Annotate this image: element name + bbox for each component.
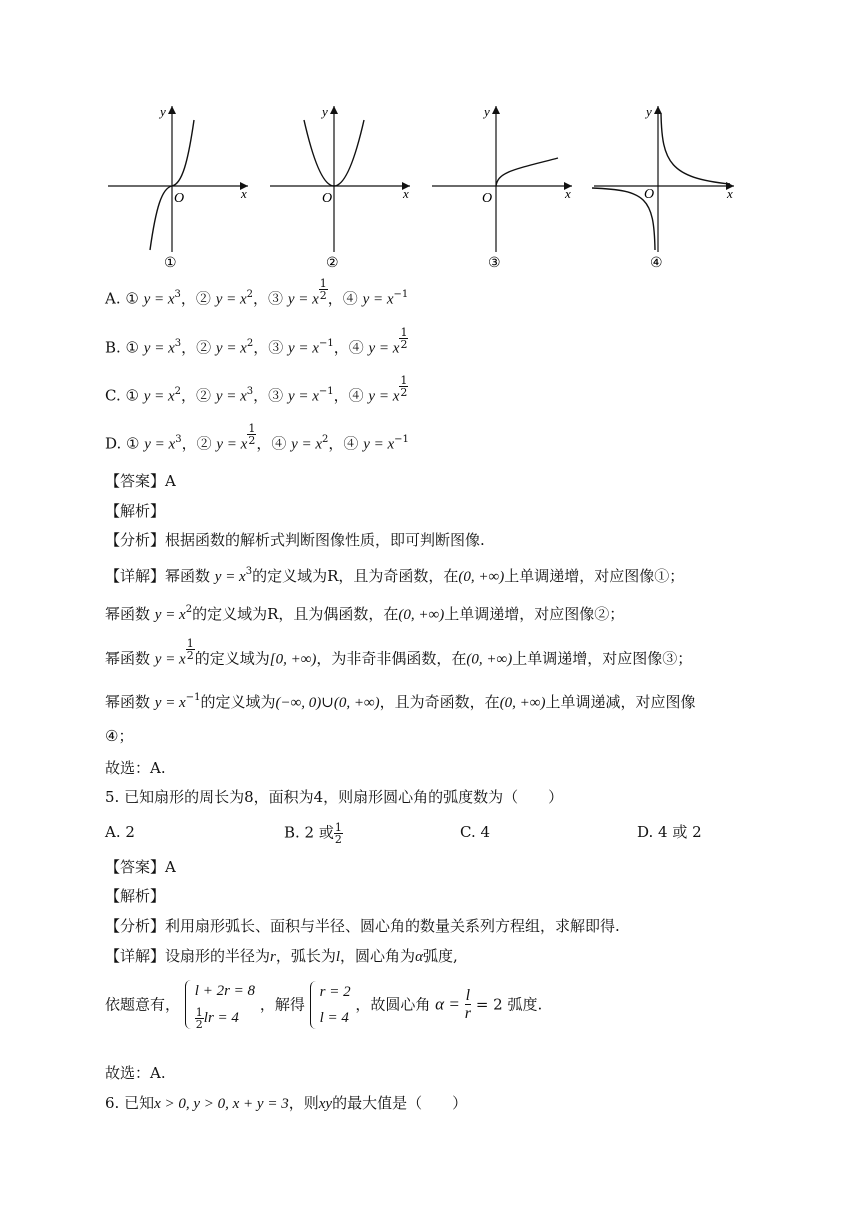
option-d: D. ① $y = x^3$，② y = x $\frac{1}{2}$ ，④ $y = x^2$，④ $y = x^{-1}$	[105, 422, 409, 453]
y-label-3: y	[484, 104, 490, 119]
curve-3	[496, 158, 558, 186]
graph-number-2: ②	[326, 256, 339, 271]
graph-3	[428, 102, 578, 272]
graph-1	[104, 102, 254, 272]
q6-stem: 6. 已知x > 0, y > 0, x + y = 3，则xy的最大值是（ ）	[105, 1094, 468, 1112]
equation-system: l + 2r = 8 $\frac{1}{2}$ lr = 4	[185, 978, 255, 1031]
option-a: A. ① $y = x^3$，② $y = x^2$，③ y = x $\frac{1}{2}$ ，④ $y = x^{-1}$	[105, 277, 409, 308]
y-label-2: y	[322, 104, 328, 119]
y-label-4: y	[646, 104, 652, 119]
q4-fenxi: 【分析】根据函数的解析式判断图像性质，即可判断图像.	[105, 531, 485, 549]
q5-option-a: A. 2	[105, 823, 135, 841]
q5-option-d: D. 4 或 2	[637, 823, 702, 841]
graph-2	[266, 102, 416, 272]
q4-detail-1: 【详解】幂函数 $y = x^3$的定义域为R，且为奇函数，在(0, +∞)上单调递增，对应图像①；	[105, 566, 685, 585]
x-label-1: x	[241, 186, 247, 201]
q5-detail-2: 依题意有， l + 2r = 8 $\frac{1}{2}$ lr = 4 ，解得 r = 2 l = 4 ，故圆心角 α = $\frac{l}{r}$ = 2 弧度.	[105, 978, 542, 1031]
x-label-2: x	[403, 186, 409, 201]
origin-4: O	[644, 187, 655, 202]
option-b: B. ① $y = x^3$，② $y = x^2$，③ $y = x^{-1}$，④ y = x $\frac{1}{2}$	[105, 326, 408, 357]
graph-number-4: ④	[650, 256, 663, 271]
q5-option-c: C. 4	[460, 823, 491, 841]
origin-2: O	[322, 191, 333, 206]
q5-choose: 故选：A.	[105, 1064, 166, 1082]
graph-4	[590, 102, 740, 272]
origin-1: O	[174, 191, 185, 206]
q4-analysis-heading: 【解析】	[105, 502, 166, 520]
q5-analysis-heading: 【解析】	[105, 887, 166, 905]
solution-system: r = 2 l = 4	[310, 979, 351, 1031]
q5-fenxi: 【分析】利用扇形弧长、面积与半径、圆心角的数量关系列方程组，求解即得.	[105, 917, 620, 935]
origin-3: O	[482, 191, 493, 206]
x-label-4: x	[727, 186, 733, 201]
q4-detail-3: 幂函数 y = x $\frac{1}{2}$ 的定义域为[0, +∞)，为非奇非偶函数，在(0, +∞)上单调递增，对应图像③；	[105, 637, 693, 668]
q4-answer: 【答案】A	[105, 472, 176, 490]
graph-number-3: ③	[488, 256, 501, 271]
y-label-1: y	[160, 104, 166, 119]
option-c: C. ① $y = x^2$，② $y = x^3$，③ $y = x^{-1}$，④ y = x $\frac{1}{2}$	[105, 374, 408, 405]
q5-detail-1: 【详解】设扇形的半径为r，弧长为l，圆心角为α弧度,	[105, 947, 458, 965]
q4-detail-5: ④；	[105, 727, 134, 745]
q5-answer: 【答案】A	[105, 858, 176, 876]
curve-4a	[661, 114, 730, 184]
q4-detail-4: 幂函数 $y = x^{-1}$的定义域为(−∞, 0)∪(0, +∞)，且为奇函数，在(0, +∞)上单调递减，对应图像	[105, 692, 696, 711]
graph-number-1: ①	[164, 256, 177, 271]
q4-choose: 故选：A.	[105, 759, 166, 777]
q4-detail-2: 幂函数 $y = x^2$的定义域为R，且为偶函数，在(0, +∞)上单调递增，对应图像②；	[105, 604, 625, 623]
q5-option-b: B. 2 或 $\frac{1}{2}$	[284, 821, 342, 846]
x-label-3: x	[565, 186, 571, 201]
q5-stem: 5. 已知扇形的周长为8，面积为4，则扇形圆心角的弧度数为（ ）	[105, 788, 564, 806]
